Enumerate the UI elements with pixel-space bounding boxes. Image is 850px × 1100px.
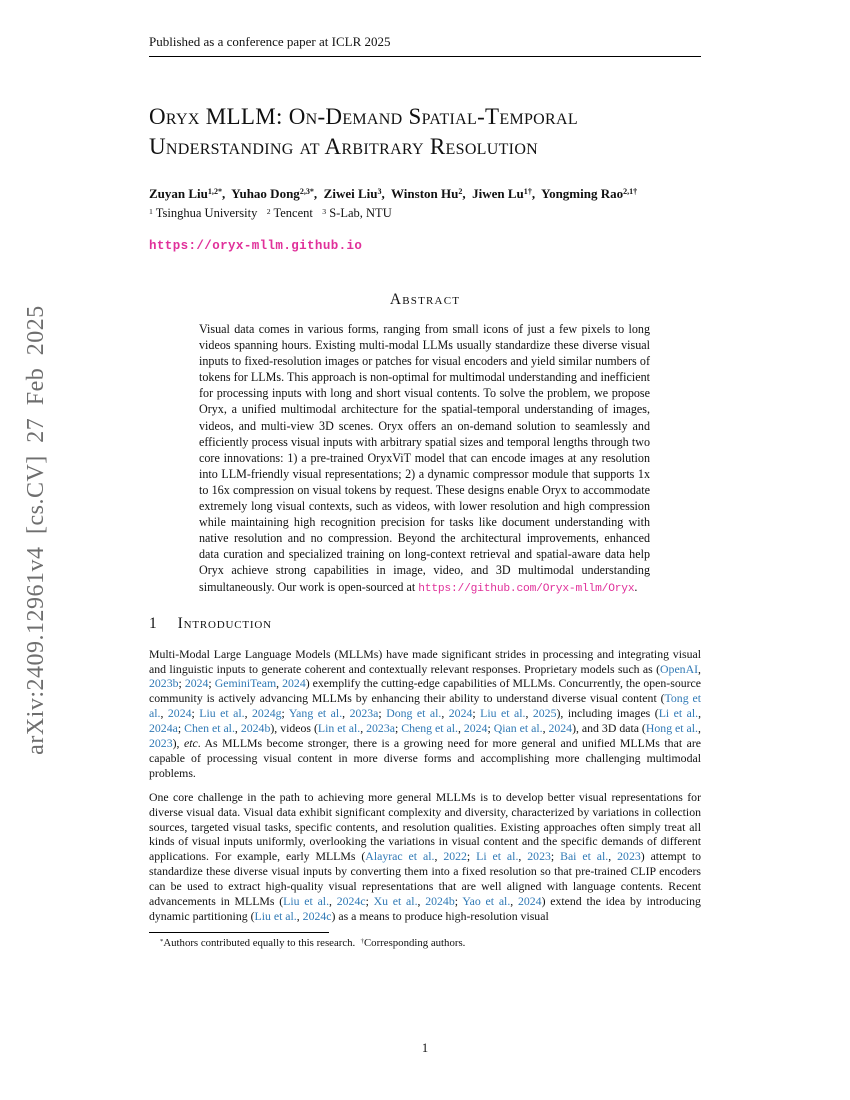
text-run: , (525, 706, 533, 721)
citation-link[interactable]: 2024b (425, 894, 455, 909)
text-run: 1,2* (207, 187, 222, 197)
intro-paragraph-2 (149, 790, 701, 924)
text-run: , (457, 721, 464, 736)
text-run: , (234, 721, 241, 736)
citation-link[interactable]: Liu et al. (283, 894, 330, 909)
text-run: , (434, 849, 444, 864)
text-run: One core challenge in the path to achieving more general MLLMs is to develop better visual representations for diverse visual data. Visual data exhibit significant complexity and diversity, characterized by variations in collection sources, targeted visual tasks, specific contents, and resolution qualities. Existing approaches often simply treat all kinds of visual inputs uniformly, overlooking the variations in visual content and the specific demands of different applications. For example, early MLLMs ( (149, 789, 701, 864)
text-run: , (531, 186, 542, 201)
text-run: ; (487, 721, 494, 736)
text-run: , (518, 849, 528, 864)
text-run: Authors contributed equally to this research. (163, 936, 361, 949)
text-run: Zuyan Liu (149, 186, 208, 201)
text-run: . (634, 579, 638, 594)
text-run: 2 (458, 187, 463, 197)
text-run: ; (378, 706, 387, 721)
text-run: ; (365, 894, 374, 909)
citation-link[interactable]: Tong et al. (149, 691, 701, 721)
text-run: ; (208, 676, 215, 691)
text-run: , (698, 706, 702, 721)
paper-title (149, 102, 701, 162)
abstract-heading: Abstract (389, 291, 461, 308)
citation-link[interactable]: Cheng et al. (401, 721, 458, 736)
citation-link[interactable]: Li et al. (476, 849, 519, 864)
citation-link[interactable]: Hong et al. (645, 721, 699, 736)
text-run: , (329, 894, 337, 909)
text-run: , (160, 706, 168, 721)
text-run: ) attempt to standardize these diverse visual inputs by converting them into a fixed resolution so that pre-trained CLIP encoders can be used to extract high-quality visual representations that are well aligned with language contents. Recent advancements in MLLMs ( (149, 849, 702, 909)
title-line: Understanding at Arbitrary Resolution (149, 134, 539, 159)
text-run: Multi-Modal Large Language Models (MLLMs) have made significant strides in processing and integrating visual and linguistic inputs to generate coherent and contextually relevant responses. Proprietary models such as ( (149, 646, 701, 676)
text-run: † (360, 937, 364, 945)
text-run: Corresponding authors. (363, 936, 466, 949)
text-run: , (244, 706, 253, 721)
text-run: . As MLLMs become stronger, there is a growing need for more general and unified MLLMs that are capable of processing visual content in more diverse forms and accomplishing more challenging multimodal problems. (149, 736, 701, 780)
footnote-text (149, 936, 701, 952)
citation-link[interactable]: 2024c (336, 894, 366, 909)
citation-link[interactable]: 2024 (448, 706, 473, 721)
citation-link[interactable]: 2024 (463, 721, 488, 736)
text-run: Visual data comes in various forms, ranging from small icons of just a few pixels to long videos spanning hours. Existing multi-modal LLMs usually standardize these diverse visual inputs to fixed-resolution images or patches for visual encoders and yield similar numbers of tokens for LLMs. This approach is non-optimal for multimodal understanding and inefficient for processing inputs with long and short visual contents. To solve the problem, we propose Oryx, a unified multimodal architecture for the spatial-temporal understanding of images, videos, and multi-view 3D scenes. Oryx offers an on-demand solution to seamlessly and efficiently process visual inputs with arbitrary spatial sizes and temporal lengths through two core innovations: 1) a pre-trained OryxViT model that can encode images at any resolution into LLM-friendly visual representations; 2) a dynamic compressor module that supports 1x to 16x compression on visual tokens by request. These designs enable Oryx to accommodate extremely long visual contexts, such as videos, with lower resolution and high compression while maintaining high recognition precision for tasks like document understanding with native resolution and no compression. Beyond the architectural improvements, enhanced data curation and specialized training on long-context retrieval and spatial-aware data help Oryx achieve strong capabilities in image, video, and 3D multimodal understanding simultaneously. Our work is open-sourced at (199, 322, 650, 594)
text-run: 2 (266, 206, 271, 216)
citation-link[interactable]: 2024b (240, 721, 271, 736)
text-run: Tencent (270, 206, 323, 220)
text-run: 2,1† (623, 187, 638, 197)
text-run: , (313, 186, 324, 201)
title-line: Oryx MLLM: On-Demand Spatial-Temporal (149, 104, 578, 129)
citation-link[interactable]: 2024 (282, 676, 306, 691)
text-run: * (160, 937, 164, 945)
text-run: ; (472, 706, 481, 721)
citation-link[interactable]: 2024 (167, 706, 192, 721)
citation-link[interactable]: Lin et al. (317, 721, 361, 736)
text-run: ; (466, 849, 477, 864)
text-run: , (296, 909, 303, 923)
text-run: ; (191, 706, 200, 721)
text-run: ; (177, 721, 185, 736)
citation-link[interactable]: Liu et al. (254, 909, 297, 923)
text-run: ), and 3D data ( (572, 721, 646, 736)
text-run: , (276, 676, 283, 691)
citation-link[interactable]: Alayrac et al. (365, 849, 435, 864)
section-heading-introduction (149, 615, 701, 633)
text-run: Ziwei Liu (323, 186, 378, 201)
text-run: ) exemplify the cutting-edge capabilities of MLLMs. Concurrently, the open-source community is actively advancing MLLMs by enhancing their ability to understand diverse visual content ( (149, 676, 702, 706)
text-run: Yuhao Dong (231, 186, 300, 201)
text-run: 3 (322, 206, 327, 216)
citation-link[interactable]: 2022 (443, 849, 467, 864)
text-run: ), including images ( (556, 706, 659, 721)
url-link[interactable]: https://github.com/Oryx-mllm/Oryx (418, 582, 635, 595)
project-page-link[interactable]: https://oryx-mllm.github.io (149, 239, 363, 253)
citation-link[interactable]: 2024 (517, 894, 542, 909)
text-run: Winston Hu (391, 186, 459, 201)
text-run: , (342, 706, 350, 721)
text-run: ), videos ( (270, 721, 318, 736)
arxiv-watermark: arXiv:2409.12961v4 [cs.CV] 27 Feb 2025 (23, 305, 49, 755)
conference-header (149, 34, 701, 57)
citation-link[interactable]: GeminiTeam (214, 676, 277, 691)
intro-paragraph-1 (149, 647, 701, 781)
citation-link[interactable]: Chen et al. (184, 721, 235, 736)
citation-link[interactable]: 2023a (366, 721, 395, 736)
citation-link[interactable]: Liu et al. (480, 706, 526, 721)
text-run: , (698, 661, 701, 676)
text-run: , (441, 706, 449, 721)
text-run: ; (550, 849, 561, 864)
citation-link[interactable]: OpenAI (660, 661, 699, 676)
citation-link[interactable]: Xu et al. (373, 894, 418, 909)
section-title: Introduction (177, 614, 272, 632)
text-run: , (542, 721, 549, 736)
text-run: ; (454, 894, 463, 909)
text-run: Tsinghua University (152, 206, 267, 220)
citation-link[interactable]: Bai et al. (560, 849, 609, 864)
text-run: 1 (149, 206, 153, 216)
text-run: 1† (523, 187, 532, 197)
text-run: , (417, 894, 426, 909)
citation-link[interactable]: Liu et al. (199, 706, 245, 721)
text-run: 2,3* (299, 187, 314, 197)
citation-link[interactable]: 2025 (532, 706, 557, 721)
citation-link[interactable]: 2023b (149, 676, 179, 691)
text-run: ) extend the idea by introducing dynamic partitioning ( (149, 894, 701, 923)
text-run: etc (183, 736, 198, 751)
authors-block (149, 185, 701, 223)
citation-link[interactable]: 2023 (149, 736, 173, 751)
citation-link[interactable]: 2023 (527, 849, 551, 864)
abstract-body (199, 321, 650, 597)
text-run: , (608, 849, 618, 864)
section-number: 1 (149, 614, 157, 632)
citation-link[interactable]: 2024a (149, 721, 178, 736)
conference-header-text: Published as a conference paper at ICLR 2025 (149, 34, 391, 49)
text-run: ; (178, 676, 185, 691)
text-run: , (360, 721, 367, 736)
citation-link[interactable]: Yang et al. (288, 706, 343, 721)
page-number: 1 (421, 1041, 429, 1055)
citation-link[interactable]: 2024 (184, 676, 209, 691)
footnote-block (149, 932, 701, 952)
text-run: 3 (377, 187, 382, 197)
citation-link[interactable]: Yao et al. (462, 894, 511, 909)
affiliations-line (149, 205, 701, 223)
text-run: , (222, 186, 232, 201)
citation-link[interactable]: 2024 (548, 721, 573, 736)
text-run: , (462, 186, 473, 201)
text-run: , (510, 894, 518, 909)
citation-link[interactable]: 2023a (349, 706, 379, 721)
authors-line (149, 185, 701, 204)
citation-link[interactable]: 2023 (617, 849, 641, 864)
citation-link[interactable]: Qian et al. (493, 721, 543, 736)
citation-link[interactable]: Dong et al. (386, 706, 442, 721)
text-run: ; (281, 706, 289, 721)
citation-link[interactable]: Li et al. (658, 706, 699, 721)
footnote-rule (149, 932, 329, 933)
text-run: , (698, 721, 701, 736)
text-run: S-Lab, NTU (326, 206, 392, 220)
text-run: , (381, 186, 392, 201)
text-run: Jiwen Lu (472, 186, 524, 201)
text-run: ) as a means to produce high-resolution visual (331, 909, 549, 923)
text-run: ; (394, 721, 402, 736)
text-run: ), (172, 736, 184, 751)
citation-link[interactable]: 2024c (302, 909, 332, 923)
citation-link[interactable]: 2024g (252, 706, 282, 721)
text-run: Yongming Rao (541, 186, 624, 201)
